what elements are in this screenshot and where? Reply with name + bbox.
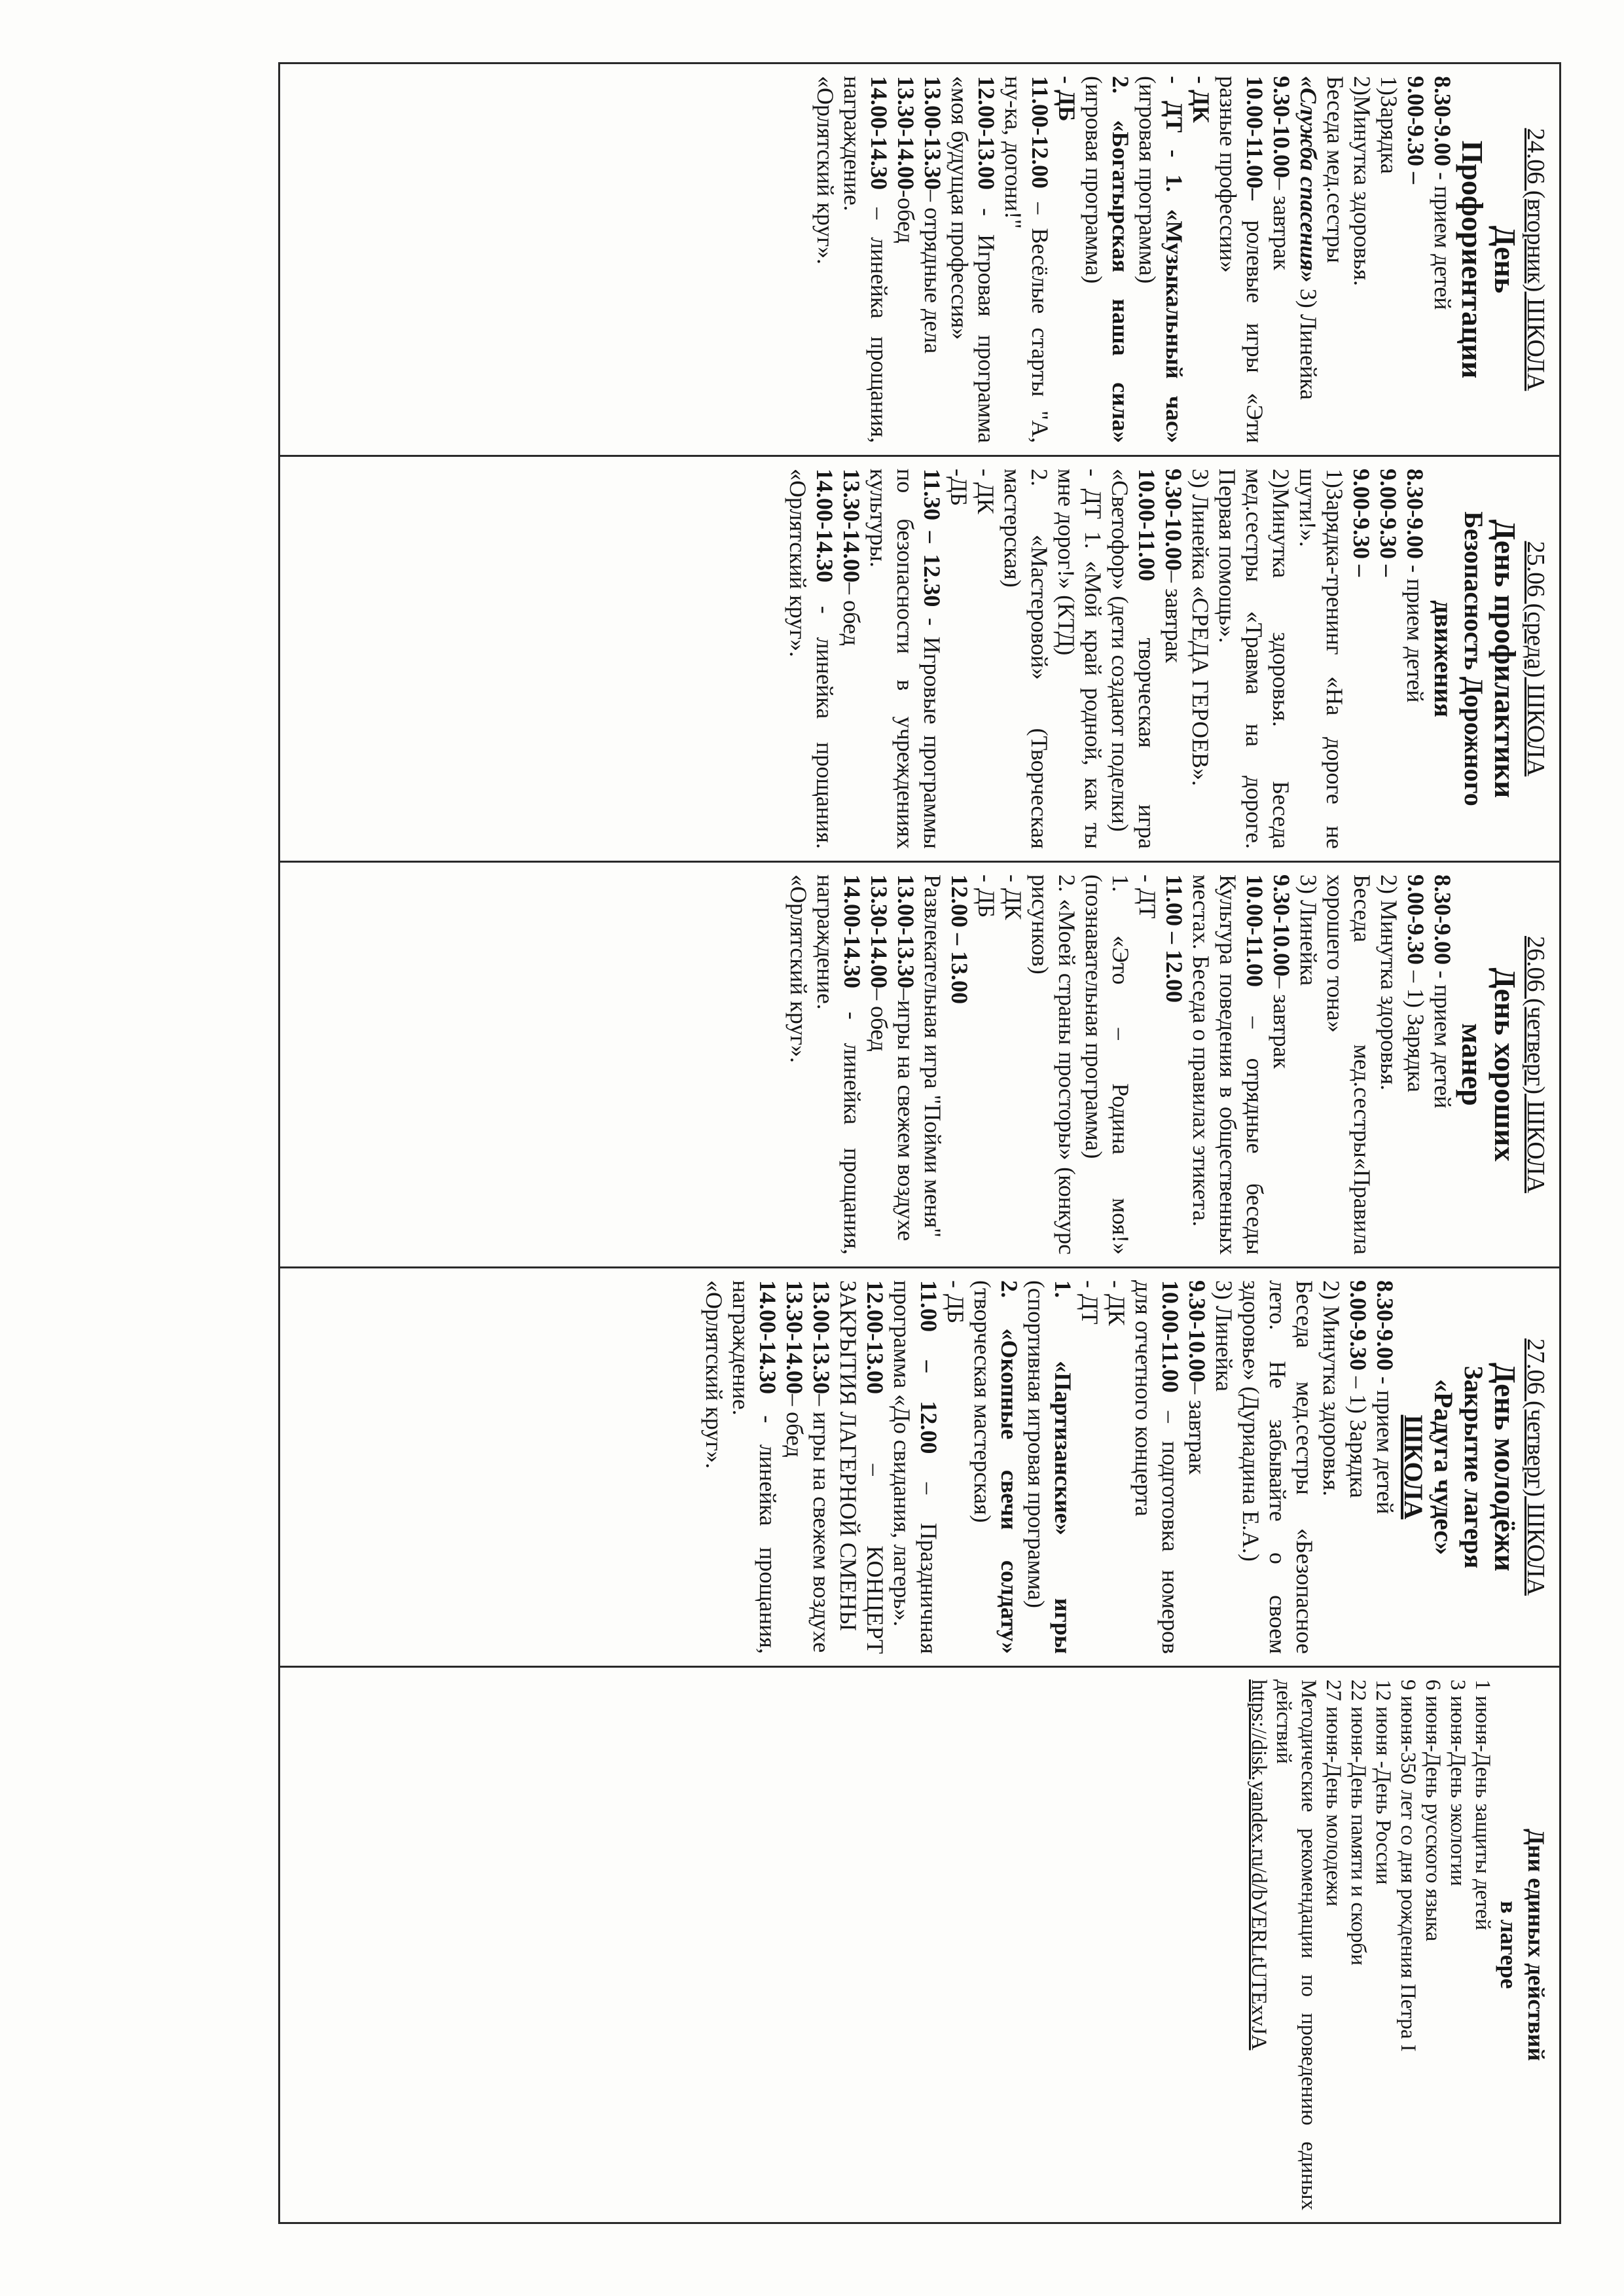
schedule-line <box>1134 76 1187 443</box>
schedule-line-text: - прием детей <box>1402 559 1428 703</box>
schedule-line-lead: - ДБ <box>1054 76 1080 122</box>
schedule-line-lead: 2)Минутка здоровья. Беседа мед.сестры «Травма на дороге. Первая помощь». <box>1214 469 1294 849</box>
schedule-line-text: – Праздничная программа «До свидания, лагерь». <box>889 1280 942 1654</box>
schedule-line-lead: Беседа мед.сестры«Правила хорошего тона» <box>1322 874 1375 1255</box>
schedule-line-lead: 14.00-14.30 <box>812 469 838 583</box>
schedule-line-lead: - ДБ <box>973 874 1000 918</box>
schedule-line-text: (спортивная игровая программа) <box>1023 1280 1049 1608</box>
schedule-rotated <box>278 62 1561 2222</box>
day-subtitle: Профориентации <box>1456 140 1489 379</box>
schedule-table <box>278 62 1561 2224</box>
schedule-line-lead: 13.30-14.00 <box>866 874 892 988</box>
schedule-line-lead: 14.00-14.30 <box>866 76 892 190</box>
schedule-line-text: – обед <box>782 1394 808 1458</box>
schedule-line <box>1322 76 1348 443</box>
schedule-line-lead: «Орлятский круг». <box>812 76 839 264</box>
day-subtitle: манер <box>1456 1023 1489 1106</box>
schedule-line-text: 3) Линейка <box>1295 282 1322 401</box>
day-lines <box>784 469 1428 849</box>
day-subtitle: Безопасность Дорожного движения <box>1429 511 1489 806</box>
schedule-line-lead: 2)Минутка здоровья. <box>1349 76 1375 287</box>
schedule-line-lead: 14.00-14.30 <box>839 874 865 988</box>
side-column <box>280 1667 1561 2223</box>
schedule-line <box>1160 469 1187 849</box>
day-title: День молодёжи <box>1489 1362 1522 1572</box>
schedule-line <box>1026 874 1080 1255</box>
schedule-line-lead: - ДТ - 1. «Музыкальный час» <box>1161 76 1187 443</box>
day-column-3 <box>280 862 1561 1268</box>
side-list <box>1271 1679 1495 2210</box>
schedule-line-lead: 9.00-9.30 – <box>1375 469 1401 577</box>
schedule-line-text: – 1) Зарядка <box>1345 1371 1371 1498</box>
schedule-line <box>892 76 919 443</box>
schedule-line <box>1187 874 1268 1255</box>
schedule-line-lead: 11.00 – 12.00 <box>916 1280 942 1454</box>
schedule-line <box>835 1280 888 1654</box>
schedule-line <box>1080 874 1134 1255</box>
day-column-2 <box>280 456 1561 862</box>
schedule-line <box>1214 76 1268 443</box>
schedule-line-text: – подготовка номеров для отчетного концерта <box>1130 1280 1183 1654</box>
schedule-line <box>1076 1280 1103 1654</box>
schedule-line-lead: «Служба спасения» <box>1295 76 1322 283</box>
table-row <box>280 63 1561 2223</box>
schedule-line-text: –игры на свежем воздухе <box>893 988 919 1242</box>
schedule-line-text: – завтрак <box>1161 571 1187 663</box>
schedule-line-lead: 11.30 – 12.30 <box>919 469 945 607</box>
schedule-line-text: – обед <box>866 988 892 1052</box>
schedule-line-lead: 8.30-9.00 <box>1430 76 1456 166</box>
schedule-line <box>1214 469 1294 849</box>
schedule-line-text: – линейка прощания, награждение. <box>839 76 892 443</box>
schedule-line <box>1053 469 1106 849</box>
schedule-line <box>888 1280 942 1654</box>
schedule-line <box>727 1280 781 1654</box>
side-list-item: 3 июня-День экологии <box>1446 1679 1470 1886</box>
schedule-line <box>1429 76 1456 443</box>
schedule-line <box>1130 1280 1183 1654</box>
schedule-line-lead: Беседа мед.сестры «Безопасное лето. Не забывайте о своем здоровье» (Дуриадина Е.А.) <box>1238 1280 1318 1654</box>
schedule-line-lead: 12.00-13.00 <box>973 76 1000 190</box>
schedule-line-lead: 10.00-11.00 <box>1157 1280 1183 1393</box>
schedule-line-lead: 9.00-9.30 – <box>1348 469 1375 577</box>
schedule-line-lead: - ДК <box>1188 76 1214 123</box>
day-header <box>1456 874 1550 1255</box>
schedule-line <box>919 874 946 1255</box>
schedule-line-lead: 2. «Моей страны просторы» (конкурс рисунков) <box>1027 874 1080 1255</box>
schedule-line-lead: 3) Линейка <box>1295 874 1322 986</box>
day-theme: «Радуга чудес» <box>1429 1378 1458 1556</box>
schedule-line-lead: 12.00-13.00 <box>862 1280 888 1394</box>
day-header <box>1398 1280 1550 1654</box>
schedule-line <box>1268 874 1295 1255</box>
schedule-line <box>1053 76 1080 443</box>
schedule-line <box>865 874 892 1255</box>
schedule-line-lead: 8.30-9.00 <box>1402 469 1428 559</box>
schedule-line <box>1375 76 1402 443</box>
schedule-line <box>865 469 945 849</box>
day-subtitle: Закрытие лагеря <box>1459 1365 1489 1569</box>
schedule-line-lead: - ДБ <box>943 1280 969 1324</box>
schedule-line <box>1000 874 1026 1255</box>
schedule-line-lead: - ДТ <box>1134 874 1161 919</box>
schedule-line <box>969 1280 1022 1654</box>
schedule-line <box>1348 76 1375 443</box>
schedule-line <box>1295 874 1322 1255</box>
schedule-line-lead: 8.30-9.00 <box>1430 874 1456 965</box>
schedule-line-text: – КОНЦЕРТ ЗАКРЫТИЯ ЛАГЕРНОЙ СМЕНЫ <box>835 1280 888 1654</box>
day-header <box>1456 76 1550 443</box>
schedule-line-lead: 1. «Это – Родина моя!» (познавательная программа) <box>1081 874 1134 1255</box>
day-date: 27.06 (четверг) ШКОЛА <box>1522 1338 1549 1596</box>
schedule-line <box>1210 1280 1237 1654</box>
schedule-line-lead: 9.30-10.00 <box>1161 469 1187 571</box>
schedule-line <box>1000 76 1053 443</box>
schedule-line <box>892 874 919 1255</box>
schedule-line-text: – Весёлые старты "А, ну-ка, догони!" <box>1000 76 1053 443</box>
schedule-line-lead: 12.00 – 13.00 <box>947 874 973 1004</box>
schedule-line-text: – игры на свежем воздухе <box>808 1394 835 1653</box>
schedule-line <box>1134 874 1161 1255</box>
schedule-line <box>1161 874 1187 1255</box>
schedule-line-text: - Игровые программы по безопасности в учреждениях культуры. <box>865 469 945 849</box>
schedule-line-lead: 1)Зарядка-тренинг «На дороге не шути!». <box>1295 469 1348 849</box>
schedule-line <box>1348 469 1375 849</box>
side-list-item: 22 июня-День памяти и скорби <box>1346 1679 1370 1965</box>
schedule-line <box>1103 1280 1130 1654</box>
schedule-line-text: (игровая программа) <box>1134 76 1161 284</box>
schedule-line-text: – завтрак <box>1184 1382 1210 1475</box>
schedule-line <box>700 1280 727 1654</box>
day-lines <box>812 76 1456 443</box>
schedule-line-text: (игровая программа) <box>1081 76 1107 284</box>
schedule-line-text: - линейка прощания, награждение. <box>812 874 865 1255</box>
schedule-line <box>839 76 892 443</box>
schedule-line-text: (творческая мастерская) <box>969 1280 996 1523</box>
schedule-line <box>808 1280 835 1654</box>
schedule-line-lead: 13.00-13.30 <box>808 1280 835 1394</box>
schedule-line-lead: 2. «Окопные свечи солдату» <box>996 1280 1022 1654</box>
schedule-line <box>1375 469 1401 849</box>
schedule-line-lead: 2) Минутка здоровья. <box>1318 1280 1344 1497</box>
schedule-line-lead: 13.00-13.30 <box>920 76 946 190</box>
schedule-line-lead: Беседа мед.сестры <box>1322 76 1348 263</box>
schedule-line-lead: 8.30-9.00 <box>1372 1280 1398 1371</box>
schedule-line-lead: «Орлятский круг». <box>701 1280 727 1469</box>
schedule-line <box>1371 1280 1398 1654</box>
schedule-line-lead: 1)Зарядка <box>1376 76 1402 174</box>
schedule-line <box>972 469 999 849</box>
schedule-line-lead: 3) Линейка «СРЕДА ГЕРОЕВ». <box>1187 469 1214 786</box>
schedule-line <box>1344 1280 1371 1654</box>
side-list-item: 9 июня-350 лет со дня рождения Петра I <box>1396 1679 1420 2052</box>
schedule-line <box>1402 76 1429 443</box>
schedule-line <box>1187 76 1214 443</box>
side-list-item: 6 июня-День русского языка <box>1421 1679 1445 1942</box>
schedule-line-text: - прием детей <box>1430 166 1456 310</box>
side-subheading: в лагере <box>1496 1901 1522 1989</box>
methodology-link[interactable]: https://disk.yandex.ru/d/bVERLtUTExvJA <box>1247 1679 1271 2051</box>
day-date: 24.06 (вторник) ШКОЛА <box>1522 128 1549 391</box>
schedule-line <box>1294 469 1348 849</box>
schedule-line <box>999 469 1053 849</box>
schedule-line-lead: «Орлятский круг». <box>785 874 812 1063</box>
day-column-4 <box>280 1268 1561 1667</box>
schedule-line-lead: Развлекательная игра "Пойми меня" <box>920 874 946 1238</box>
schedule-line <box>1402 874 1429 1255</box>
schedule-line <box>1187 469 1214 849</box>
schedule-line-lead: 9.30-10.00 <box>1184 1280 1210 1382</box>
schedule-line <box>1295 76 1322 443</box>
schedule-line-text: - линейка прощания. «Орлятский круг». <box>785 469 838 849</box>
schedule-line <box>812 76 839 443</box>
schedule-line <box>1268 76 1295 443</box>
schedule-line-lead: 9.00-9.30 – <box>1403 76 1429 184</box>
schedule-line <box>1237 1280 1318 1654</box>
schedule-line-lead: 10.00-11.00 <box>1134 469 1160 582</box>
side-list-item: Методические рекомендации по проведению единых действий <box>1272 1679 1320 2210</box>
schedule-line <box>973 874 1000 1255</box>
schedule-line <box>1322 874 1375 1255</box>
schedule-line-text: - Игровая программа «моя будущая профессия» <box>947 76 1000 443</box>
schedule-line-text: - прием детей <box>1372 1371 1398 1515</box>
schedule-line <box>919 76 946 443</box>
schedule-line <box>1106 469 1160 849</box>
schedule-line <box>1318 1280 1344 1654</box>
schedule-line-text: – отрядные беседы Культура поведения в общественных местах. Беседа о правилах этикета. <box>1188 874 1268 1255</box>
schedule-line-lead: 13.30-14.00 <box>839 469 865 583</box>
schedule-line-lead: - ДК <box>973 469 999 514</box>
schedule-line-lead: 2) Минутка здоровья. <box>1376 874 1402 1091</box>
schedule-line-lead: 3) Линейка <box>1211 1280 1237 1392</box>
schedule-line <box>784 469 838 849</box>
day-date: 25.06 (среда) ШКОЛА <box>1522 541 1549 777</box>
schedule-line-text: – завтрак <box>1269 178 1295 270</box>
schedule-line-lead: 9.00-9.30 <box>1345 1280 1371 1371</box>
schedule-line-lead: - ДК <box>1104 1280 1130 1326</box>
schedule-line-lead: 13.30-14.00 <box>782 1280 808 1394</box>
schedule-line <box>1429 874 1456 1255</box>
schedule-line-lead: 13.00-13.30 <box>893 874 919 988</box>
schedule-line-text: -обед <box>893 190 919 243</box>
schedule-line-text: ролевые игры «Эти разные профессии» <box>1215 76 1268 443</box>
schedule-line <box>812 874 865 1255</box>
schedule-line-lead: 10.00-11.00– <box>1242 76 1268 201</box>
schedule-line-lead: 11.00 – 12.00 <box>1161 874 1187 1003</box>
side-heading: Дни единых действий <box>1523 1828 1549 2062</box>
schedule-line-lead: 9.30-10.00 <box>1269 874 1295 977</box>
schedule-line-lead: 9.00-9.30 <box>1403 874 1429 965</box>
schedule-line-text: творческая игра «Светофор» (дети создают поделки) <box>1107 469 1160 849</box>
schedule-line-text: - прием детей <box>1430 965 1456 1109</box>
schedule-line-lead: - ДТ 1. «Мой край родной, как ты мне дорог!» (КТД) <box>1053 469 1106 849</box>
schedule-line <box>1080 76 1134 443</box>
schedule-line <box>1183 1280 1210 1654</box>
side-list-item: 1 июня-День защиты детей <box>1471 1679 1494 1931</box>
day-title: День хороших <box>1489 967 1522 1162</box>
schedule-line-lead: 13.30-14.00 <box>893 76 919 190</box>
schedule-line <box>946 76 1000 443</box>
schedule-line <box>1401 469 1428 849</box>
schedule-line <box>1022 1280 1076 1654</box>
day-place: ШКОЛА <box>1399 1414 1428 1520</box>
day-title: День <box>1489 225 1522 294</box>
schedule-line <box>781 1280 808 1654</box>
day-header <box>1428 469 1550 849</box>
schedule-line-lead: -ДБ <box>946 469 972 507</box>
schedule-line-lead: 9.30-10.00 <box>1269 76 1295 178</box>
schedule-line-lead: 2. «Мастеровой» (Творческая мастерская) <box>1000 469 1053 849</box>
schedule-line-text: - линейка прощания, награждение. <box>728 1280 781 1654</box>
schedule-line-lead: - ДК <box>1000 874 1026 920</box>
day-column-1 <box>280 63 1561 456</box>
schedule-line-text: – 1) Зарядка <box>1403 965 1429 1092</box>
schedule-line <box>946 874 973 1255</box>
side-list-item: 12 июня -День России <box>1371 1679 1395 1885</box>
schedule-line <box>838 469 865 849</box>
schedule-line <box>785 874 812 1255</box>
schedule-line-lead: - ДТ <box>1077 1280 1103 1325</box>
schedule-line <box>945 469 972 849</box>
schedule-line <box>1375 874 1402 1255</box>
day-title: День профилактики <box>1489 519 1522 798</box>
schedule-line <box>942 1280 969 1654</box>
schedule-line-text: – завтрак <box>1269 977 1295 1069</box>
day-lines <box>785 874 1456 1255</box>
side-list-item: 27 июня-День молодежи <box>1322 1679 1345 1907</box>
day-date: 26.06 (четверг) ШКОЛА <box>1522 935 1549 1194</box>
schedule-line-lead: 10.00-11.00 <box>1242 874 1268 988</box>
schedule-line-lead: 11.00-12.00 <box>1027 76 1053 189</box>
schedule-line-lead: 1. «Партизанские» игры <box>1050 1280 1076 1654</box>
schedule-line-text: – отрядные дела <box>920 190 946 354</box>
schedule-line-lead: 2. «Богатырская наша сила» <box>1108 76 1134 443</box>
schedule-line-text: – обед <box>839 583 865 646</box>
day-lines <box>700 1280 1398 1654</box>
schedule-line-lead: 14.00-14.30 <box>755 1280 781 1394</box>
